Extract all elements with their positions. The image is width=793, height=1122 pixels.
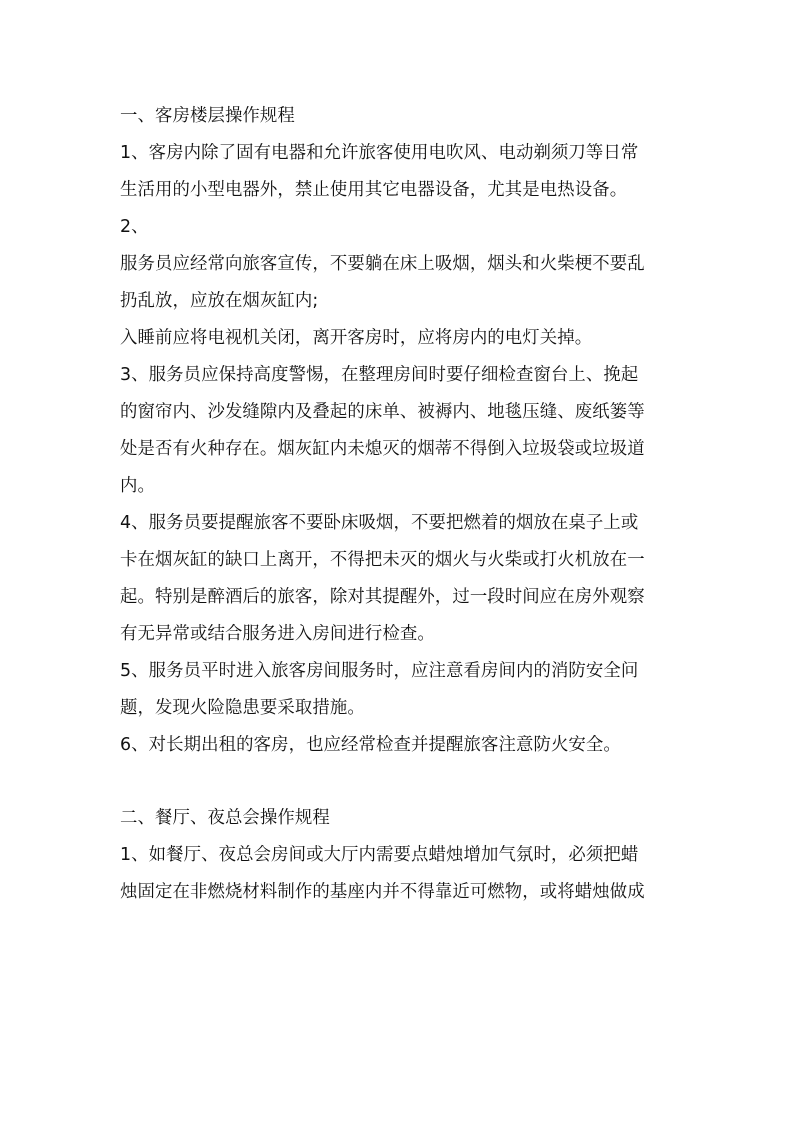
paragraph-line: 1、客房内除了固有电器和允许旅客使用电吹风、电动剃须刀等日常 (120, 143, 639, 163)
paragraph-line: 扔乱放，应放在烟灰缸内; (120, 291, 319, 311)
section-heading-guest-floor: 一、客房楼层操作规程 (120, 106, 295, 126)
paragraph-line: 4、服务员要提醒旅客不要卧床吸烟，不要把燃着的烟放在桌子上或 (120, 513, 639, 533)
paragraph-line: 有无异常或结合服务进入房间进行检查。 (120, 624, 435, 644)
paragraph-line: 的窗帘内、沙发缝隙内及叠起的床单、被褥内、地毯压缝、废纸篓等 (120, 402, 645, 422)
section-spacer (120, 764, 676, 800)
paragraph-line: 3、服务员应保持高度警惕，在整理房间时要仔细检查窗台上、挽起 (120, 365, 639, 385)
paragraph-line: 卡在烟灰缸的缺口上离开，不得把未灭的烟火与火柴或打火机放在一 (120, 550, 645, 570)
paragraph-line: 服务员应经常向旅客宣传，不要躺在床上吸烟，烟头和火柴梗不要乱 (120, 254, 645, 274)
paragraph-line: 生活用的小型电器外，禁止使用其它电器设备，尤其是电热设备。 (120, 180, 628, 200)
paragraph-line: 题，发现火险隐患要采取措施。 (120, 698, 365, 718)
paragraph-line: 1、如餐厅、夜总会房间或大厅内需要点蜡烛增加气氛时，必须把蜡 (120, 845, 639, 865)
paragraph-line: 6、对长期出租的客房，也应经常检查并提醒旅客注意防火安全。 (120, 735, 621, 755)
document-body (120, 98, 676, 911)
section-heading-restaurant: 二、餐厅、夜总会操作规程 (120, 808, 330, 828)
paragraph-line: 烛固定在非燃烧材料制作的基座内并不得靠近可燃物，或将蜡烛做成 (120, 882, 645, 902)
paragraph-line: 处是否有火种存在。烟灰缸内未熄灭的烟蒂不得倒入垃圾袋或垃圾道 (120, 439, 645, 459)
paragraph-line: 2、 (120, 217, 149, 237)
paragraph-line: 起。特别是醉酒后的旅客，除对其提醒外，过一段时间应在房外观察 (120, 587, 645, 607)
paragraph-line: 内。 (120, 476, 155, 496)
paragraph-line: 5、服务员平时进入旅客房间服务时，应注意看房间内的消防安全问 (120, 661, 639, 681)
paragraph-line: 入睡前应将电视机关闭，离开客房时，应将房内的电灯关掉。 (120, 328, 593, 348)
